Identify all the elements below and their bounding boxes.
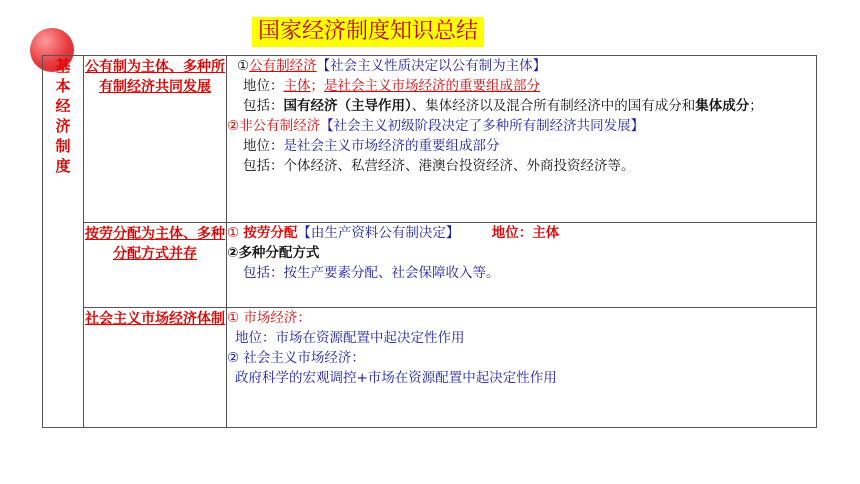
row-heading-cell (84, 223, 227, 308)
status-label: 地位： (243, 78, 284, 94)
row-heading-cell (84, 308, 227, 428)
status-value: 地位：主体 (491, 225, 560, 241)
content-line: ② 社会主义市场经济： (227, 350, 365, 366)
content-line: 政府科学的宏观调控+市场在资源配置中起决定性作用 (235, 370, 557, 386)
includes-label: 包括： (243, 98, 284, 114)
side-label-cell (43, 56, 84, 428)
content-line: 包括：按生产要素分配、社会保障收入等。 (243, 265, 500, 281)
row-heading: 公有制为主体、多种所有制经济共同发展 (85, 59, 225, 95)
item-number: ② (227, 245, 239, 261)
includes-separator: ； (749, 98, 763, 114)
includes-item: 国有经济（主导作用） (283, 98, 412, 114)
status-label: 地位： (243, 138, 284, 154)
includes-item: 、集体经济以及混合所有制经济中的国有成分和 (411, 98, 696, 114)
content-line: 地位：市场在资源配置中起决定性作用 (235, 330, 465, 346)
content-line (227, 116, 816, 136)
item-number: ② (227, 118, 240, 134)
item-number: ① (227, 225, 240, 241)
item-number: ① (237, 58, 250, 74)
item-name: 公有制经济 (249, 58, 317, 74)
item-name: 多种分配方式 (238, 245, 320, 261)
includes-item: 个体经济、私营经济、港澳台投资经济、外商投资经济等。 (283, 158, 635, 174)
item-reason: 【社会主义初级阶段决定了多种所有制经济共同发展】 (320, 118, 645, 134)
content-line (227, 223, 816, 243)
status-value: 主体 (283, 78, 311, 94)
status-value: 是社会主义市场经济的重要组成部分 (283, 138, 500, 154)
content-line (227, 136, 816, 156)
side-label: 基本经济制度 (55, 57, 71, 175)
item-reason: 【由生产资料公有制决定】 (297, 225, 460, 241)
item-name: 按劳分配 (243, 225, 298, 241)
item-name: 非公有制经济 (239, 118, 321, 134)
table-row (43, 56, 817, 223)
table-row (43, 308, 817, 428)
row-heading: 社会主义市场经济体制 (85, 311, 225, 327)
summary-table (42, 55, 817, 428)
content-line (227, 156, 816, 176)
includes-item: 集体成分 (695, 98, 750, 114)
row-heading: 按劳分配为主体、多种分配方式并存 (85, 226, 225, 262)
content-line (227, 243, 816, 263)
row-content-cell (227, 308, 817, 428)
item-reason: 【社会主义性质决定以公有制为主体】 (316, 58, 547, 74)
content-line: ① 市场经济： (227, 310, 311, 326)
status-detail: 是社会主义市场经济的重要组成部分 (324, 78, 540, 94)
content-line (227, 76, 816, 96)
content-line (227, 56, 816, 76)
page-title: 国家经济制度知识总结 (252, 17, 484, 47)
table-row (43, 223, 817, 308)
row-heading-cell (84, 56, 227, 223)
row-content-cell (227, 223, 817, 308)
includes-label: 包括： (243, 158, 284, 174)
status-separator: ； (310, 78, 324, 94)
content-line (227, 96, 816, 116)
row-content-cell (227, 56, 817, 223)
